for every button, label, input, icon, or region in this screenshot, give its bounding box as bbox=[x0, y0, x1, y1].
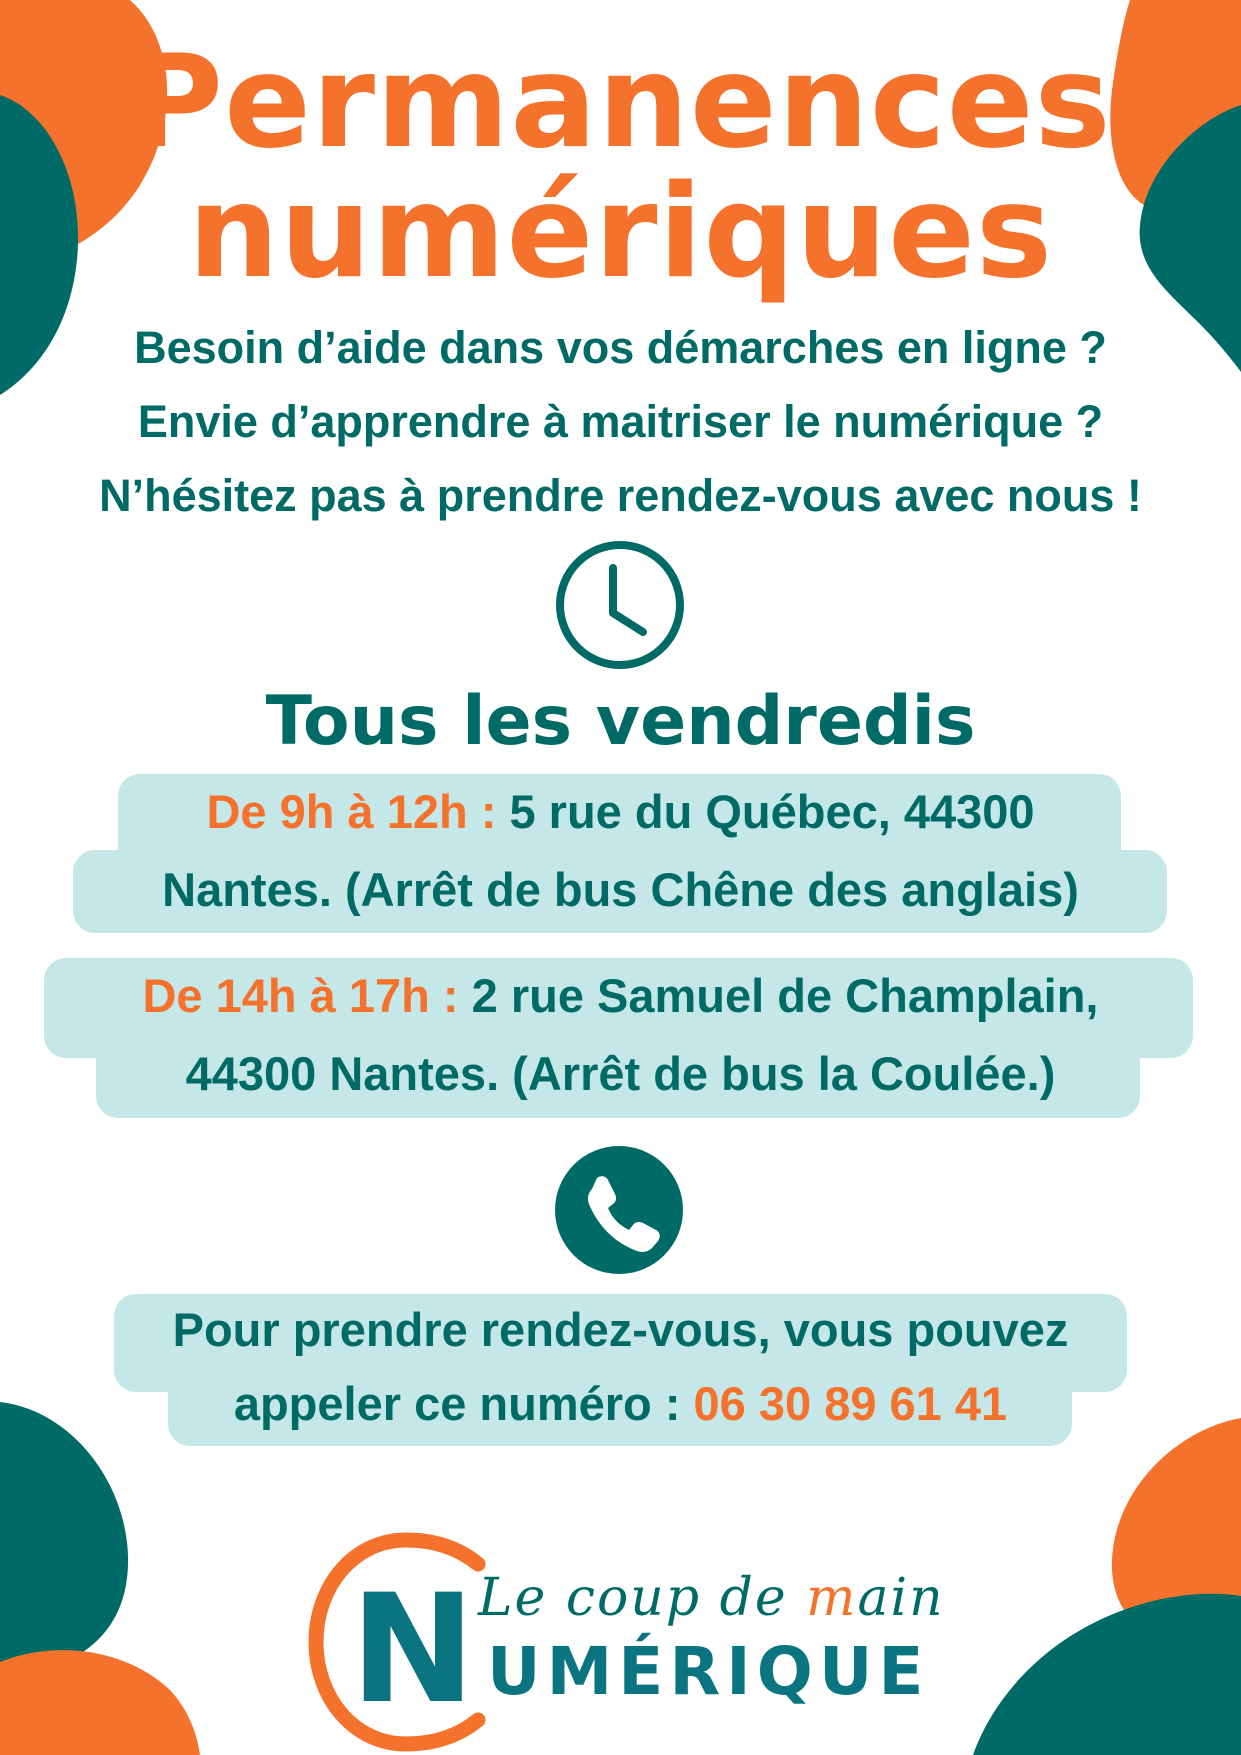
slot-1-line-1 bbox=[0, 782, 1241, 842]
slot-2-time: De 14h à 17h : bbox=[142, 969, 459, 1022]
logo-wordmark: UMÉRIQUE bbox=[487, 1633, 930, 1710]
title-line-1: Permanences bbox=[129, 28, 1112, 177]
logo-tagline bbox=[478, 1568, 945, 1628]
intro-line-2: Envie d’apprendre à maitriser le numérique ? bbox=[137, 396, 1104, 447]
title-line-2: numériques bbox=[187, 158, 1054, 307]
phone-icon bbox=[553, 1144, 685, 1276]
slot-1-line-2: Nantes. (Arrêt de bus Chêne des anglais) bbox=[162, 863, 1079, 916]
clock-icon bbox=[553, 538, 687, 672]
slot-2-address-1: 2 rue Samuel de Champlain, bbox=[458, 969, 1099, 1022]
logo-tagline-end: ain bbox=[857, 1568, 945, 1628]
contact-prefix: appeler ce numéro : bbox=[233, 1377, 694, 1430]
slot-1-address-1: 5 rue du Québec, 44300 bbox=[496, 785, 1035, 838]
slot-1-time: De 9h à 12h : bbox=[206, 785, 497, 838]
contact-line-2 bbox=[0, 1374, 1241, 1434]
logo-tagline-start: Le coup de bbox=[478, 1568, 807, 1628]
slot-2-line-1 bbox=[0, 966, 1241, 1026]
intro-line-3: N’hésitez pas à prendre rendez-vous avec nous ! bbox=[99, 470, 1142, 521]
schedule-day: Tous les vendredis bbox=[265, 682, 976, 761]
logo-initial: N bbox=[350, 1563, 476, 1737]
intro-line-1: Besoin d’aide dans vos démarches en ligne ? bbox=[134, 322, 1107, 373]
logo-tagline-highlight: m bbox=[806, 1568, 858, 1628]
contact-phone-number[interactable]: 06 30 89 61 41 bbox=[693, 1377, 1008, 1430]
slot-2-line-2: 44300 Nantes. (Arrêt de bus la Coulée.) bbox=[185, 1047, 1056, 1100]
contact-line-1: Pour prendre rendez-vous, vous pouvez bbox=[172, 1303, 1069, 1356]
